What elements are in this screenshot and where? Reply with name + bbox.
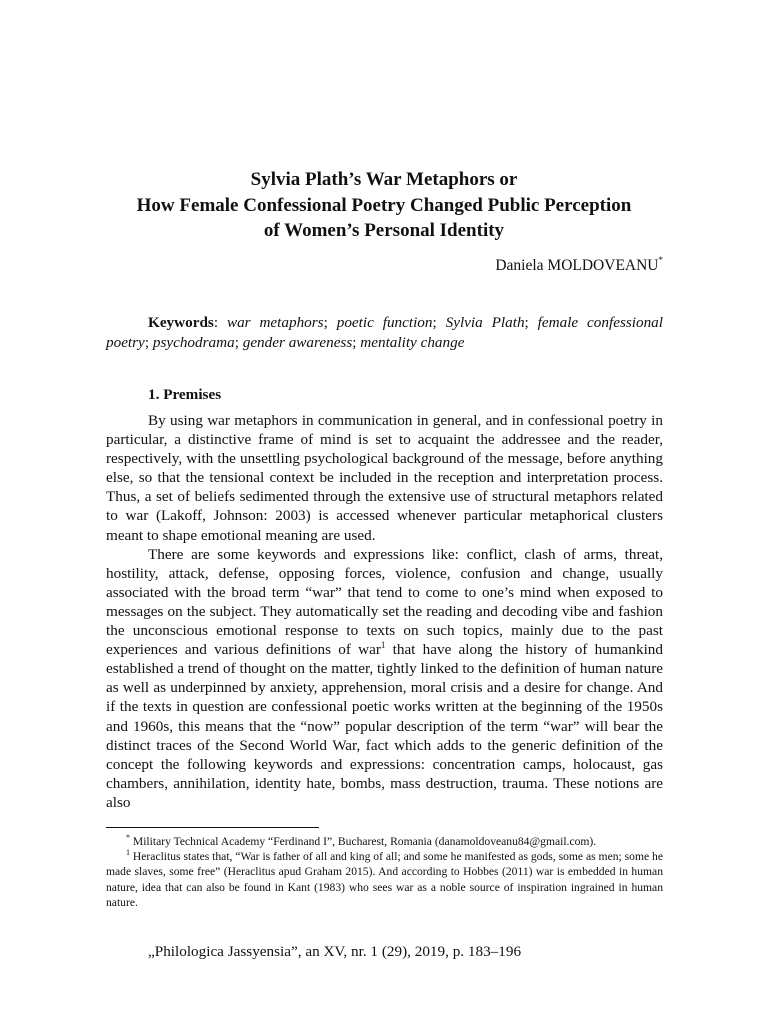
keyword-item: war metaphors	[226, 314, 324, 331]
author-footnote-marker: *	[658, 255, 663, 265]
keyword-separator: ;	[352, 333, 361, 351]
footnote-divider	[106, 827, 319, 828]
keyword-item: psychodrama	[152, 333, 235, 351]
keywords-label: Keywords	[148, 314, 214, 331]
footnote	[106, 849, 663, 910]
paragraph-text: that have along the history of humankind established a trend of thought on the matter, tightly linked to the definition of human nature as well as underpinned by anxiety, apprehension, moral crisis and a desire for change. And if the texts in question are confessional poetic works written at the beginning of the 1950s and 1960s, this means that the “now” popular description of the term “war” will bear the distinct traces of the Second World War, fact which adds to the generic definition of the concept the following keywords and expressions: concentration camps, holocaust, gas chambers, annihilation, identity hate, bombs, mass destruction, trauma. These notions are also	[106, 641, 663, 811]
paragraph: By using war metaphors in communication in general, and in confessional poetry in particular, a distinctive frame of mind is set to acquaint the addressee and the reader, respectively, with the unsettling psychological background of the message, before anything else, so that the tensional context be included in the reception and interpretation process. Thus, a set of beliefs sedimented through the extensive use of structural metaphors related to war (Lakoff, Johnson: 2003) is accessed whenever particular metaphorical clusters meant to shape emotional meaning are used.	[106, 412, 663, 544]
keyword-item: poetic function	[336, 314, 433, 331]
body-text	[106, 411, 663, 812]
keyword-item: Sylvia Plath	[445, 314, 525, 331]
footnotes	[106, 834, 663, 910]
keyword-separator: ;	[234, 333, 243, 351]
paragraph	[106, 545, 663, 812]
keyword-item: female confessional poetry	[106, 314, 663, 351]
keyword-separator: ;	[144, 333, 153, 351]
author-line	[495, 256, 663, 276]
section-heading: 1. Premises	[148, 386, 222, 403]
title-line-3: of Women’s Personal Identity	[263, 220, 505, 241]
keyword-item: gender awareness	[242, 333, 353, 351]
footnote-text: Military Technical Academy “Ferdinand I”, Bucharest, Romania (danamoldoveanu84@gmail.com).	[130, 835, 597, 848]
keyword-separator: ;	[323, 314, 337, 331]
keywords-block	[106, 313, 663, 352]
paragraph-text: There are some keywords and expressions like: conflict, clash of arms, threat, hostility, attack, defense, opposing forces, violence, confusion and change, usually associated with the broad term “war” that tend to come to one’s mind when exposed to messages on the subject. They automatically set the reading and decoding vibe and fashion the unconscious emotional response to texts on such topics, mainly due to the past experiences and various definitions of war	[106, 545, 663, 659]
keyword-separator: ;	[524, 314, 538, 331]
title-line-2: How Female Confessional Poetry Changed Public Perception	[136, 194, 632, 216]
author-name: Daniela MOLDOVEANU	[495, 257, 659, 274]
keyword-separator: ;	[432, 314, 446, 331]
footnote-marker: *	[126, 833, 130, 842]
title-line-1: Sylvia Plath’s War Metaphors or	[250, 169, 518, 190]
footnote-reference: 1	[380, 640, 386, 651]
journal-citation: „Philologica Jassyensia”, an XV, nr. 1 (29), 2019, p. 183–196	[148, 943, 522, 960]
footnote	[106, 834, 663, 849]
footnote-text: Heraclitus states that, “War is father of all and king of all; and some he manifested as gods, some as men; some he made slaves, some free” (Heraclitus apud Graham 2015). And according to Hobbes (2011) war is embedded in human nature, idea that can also be found in Kant (1983) who sees war as a noble source of inspiration ingrained in human nature.	[106, 850, 663, 909]
keywords-colon: :	[213, 314, 227, 331]
footnote-marker: 1	[126, 848, 130, 858]
article-title	[0, 167, 768, 244]
keyword-item: mentality change	[360, 333, 465, 351]
